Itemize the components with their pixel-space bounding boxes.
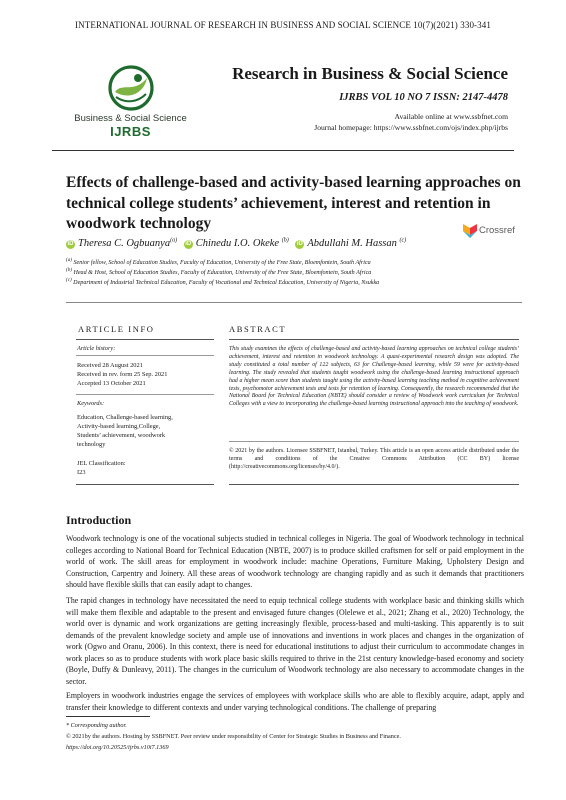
affiliation-a: $^{(a)}$ Senior fellow, School of Education Studies, Faculty of Education, University of the Free State, Bloemfontein, South Africa <box>66 257 371 267</box>
jel-code: I23 <box>77 469 86 476</box>
orcid-icon: iD <box>185 240 192 247</box>
info-rule <box>76 394 214 395</box>
info-rule <box>76 484 214 485</box>
footnote-rule <box>66 716 150 717</box>
revised-date: Received in rev. form 25 Sep. 2021 <box>77 371 168 378</box>
abstract-rule <box>229 339 519 340</box>
logo-name: Business & Social Science <box>74 113 187 124</box>
logo-abbr: IJRBS <box>110 124 151 139</box>
jel-label: JEL Classification: <box>77 460 126 467</box>
journal-title: Research in Business & Social Science <box>232 64 508 83</box>
corresponding-note: * Corresponding author. <box>66 722 127 729</box>
info-rule <box>76 339 214 340</box>
orcid-icon: iD <box>67 240 74 247</box>
journal-homepage-link[interactable]: Journal homepage: https://www.ssbfnet.com/ojs/index.php/ijrbs <box>314 123 508 132</box>
author-2[interactable]: iD Chinedu I.O. Okeke $^{(b)}$ <box>185 237 289 249</box>
keywords-label: Keywords: <box>77 400 105 407</box>
author-list <box>66 237 466 249</box>
affiliation-c: $^{(c)}$ Department of Industrial Technical Education, Faculty of Vocational and Technical Education, University of Nigeria, Nsukka <box>66 277 380 287</box>
intro-paragraph-1: Woodwork technology is one of the vocational subjects studied in technical colleges in Nigeria. The goal of Woodwork technology in technical colleges according to National Board for Technical Education (NBTE, 2007) is to produce skilled craftsmen for self or paid employment in the world of work. The skill areas for employment in woodwork include: machine Operations, Furniture Making, Upholstery Design and Construction, Carpentry and Joinery. All these areas of woodwork technology are changing rapidly and as such it demands that practitioners should have flexible skills that can easily adapt to changes. <box>66 534 524 589</box>
crossref-badge[interactable] <box>462 221 522 241</box>
journal-logo <box>108 64 154 112</box>
abstract-heading: ABSTRACT <box>229 324 287 334</box>
history-label: Article history: <box>77 345 116 352</box>
author-3[interactable]: iD Abdullahi M. Hassan $^{(c)}$ <box>296 237 407 249</box>
masthead-divider <box>52 150 514 151</box>
article-info-heading: ARTICLE INFO <box>78 324 155 334</box>
license-text: © 2021 by the authors. Licensee SSBFNET, Istanbul, Turkey. This article is an open access article distributed under the terms and conditions of the Creative Commons Attribution (CC BY) license (http://creativecommons.org/licenses/by/4.0/). <box>229 448 519 471</box>
received-date: Received 28 August 2021 <box>77 362 143 369</box>
journal-volume-issn: IJRBS VOL 10 NO 7 ISSN: 2147-4478 <box>339 92 508 103</box>
paper-title: Effects of challenge-based and activity-based learning approaches on technical college students’ achievement, interest and retention in woodwork technology <box>66 174 521 232</box>
copyright-note: © 2021by the authors. Hosting by SSBFNET. Peer review under responsibility of Center for Strategic Studies in Business and Finance. <box>66 733 401 740</box>
keyword-line: Education, Challenge-based learning, <box>77 414 173 421</box>
doi-link[interactable]: https://doi.org/10.20525/ijrbs.v10i7.1369 <box>66 744 169 751</box>
orcid-icon: iD <box>296 240 303 247</box>
abstract-rule <box>229 441 519 442</box>
keyword-line: technology <box>77 441 106 448</box>
accepted-date: Accepted 13 October 2021 <box>77 380 146 387</box>
abstract-rule <box>229 484 519 485</box>
available-online: Available online at www.ssbfnet.com <box>394 112 508 121</box>
abstract-text: This study examines the effects of challenge-based and activity-based learning approaches on technical college students’ achievement, interest and retention in woodwork technology. A quasi-experimental research design was adopted. The study constituted a total number of 122 subjects, 63 for Challenge-based learning, while 59 were for activity-based learning. The study revealed that students taught woodwork using the challenge-based learning instructional approach had a higher mean score than students taught using the activity-based learning teaching method in cognitive achievement tests, psychomotor achievement tests and tests for retention of learning. Consequently, the research recommended that the National Board for Technical Education (NBTE) should consider a review of Woodwork work curriculum for Technical Colleges with a view to incorporating the challenge-based learning instructional approach into the teaching of woodwork. <box>229 346 519 408</box>
keyword-line: Students’ achievement, woodwork <box>77 432 166 439</box>
intro-paragraph-2: The rapid changes in technology have necessitated the need to equip technical college students with workplace basic and thinking skills which will make them flexible and adaptable to the present and envisaged future changes (Olelewe et al., 2021; Zhang et al., 2020) Technology, the world over is dynamic and work organizations are getting increasingly flexible, process-based and multi-tasking. This apparently is to suit demands of the prevalent knowledge society and ample use of innovations and inventions in work places and changes in the organization of work (Ogwo and Oranu, 2006). In this context, there is need for educational institutions to adjust their curriculum to accommodate changes in work places so as to produce students with work place basic skills required to thrive in the 21st century knowledge-based economy and society (Boyle, Duffy & Dunleavy, 2011). The changes in the curriculum of Woodwork technology are also necessary to accommodate changes in the sector. <box>66 596 524 686</box>
running-header: INTERNATIONAL JOURNAL OF RESEARCH IN BUSINESS AND SOCIAL SCIENCE 10(7)(2021) 330-341 <box>75 20 491 30</box>
introduction-heading: Introduction <box>66 513 132 527</box>
author-1[interactable]: iD Theresa C. Ogbuanya$^{(a)}$ <box>67 237 178 249</box>
intro-paragraph-3: Employers in woodwork industries engage the services of employees with workplace skills who are able to flexibly acquire, adapt, apply and transfer their knowledge to different contexts and under varying technological conditions. The challenge of preparing <box>66 691 524 712</box>
keyword-line: Activity-based learning,College, <box>77 423 161 430</box>
info-rule <box>76 355 214 356</box>
header-divider <box>66 302 522 303</box>
crossref-label: Crossref <box>479 225 515 236</box>
affiliation-b: $^{(b)}$ Head & Host, School of Education Studies, Faculty of Education, University of the Free State, Bloemfontein, South Africa <box>66 267 372 277</box>
